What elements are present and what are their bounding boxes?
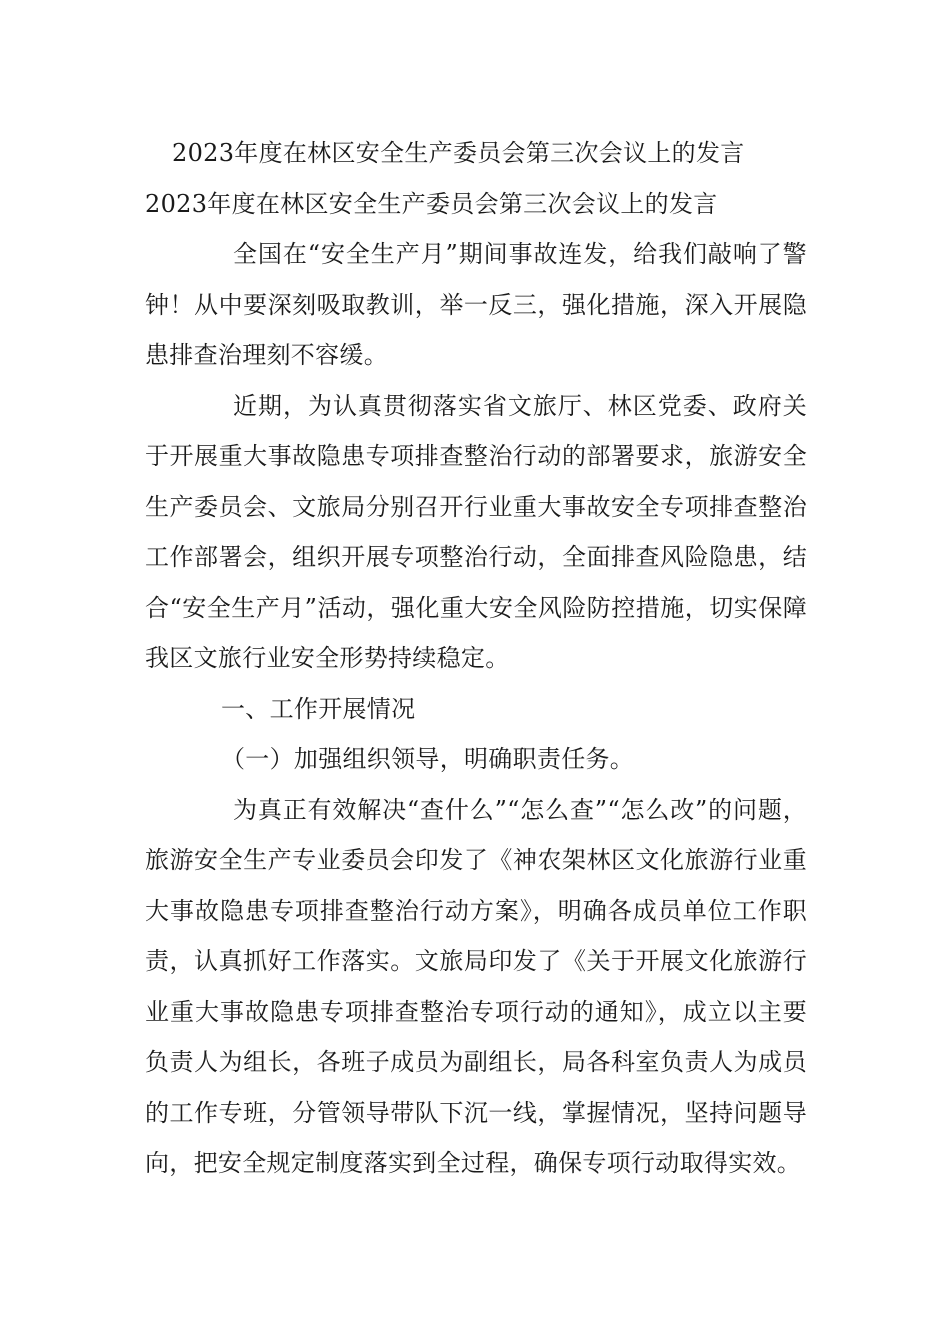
document-title: 2023年度在林区安全生产委员会第三次会议上的发言 xyxy=(172,139,745,167)
document-body xyxy=(145,128,807,1189)
paragraph-recent-actions: 近期，为认真贯彻落实省文旅厅、林区党委、政府关于开展重大事故隐患专项排查整治行动的部署要求，旅游安全生产委员会、文旅局分别召开行业重大事故安全专项排查整治工作部署会，组织开展专项整治行动，全面排查风险隐患，结合“安全生产月”活动，强化重大安全风险防控措施，切实保障我区文旅行业安全形势持续稳定。 xyxy=(145,391,807,672)
subsection-heading: （一）加强组织领导，明确职责任务。 xyxy=(221,745,635,773)
document-title-repeat: 2023年度在林区安全生产委员会第三次会议上的发言 xyxy=(145,189,718,218)
section-heading: 一、工作开展情况 xyxy=(221,694,416,723)
paragraph-intro: 全国在“安全生产月”期间事故连发，给我们敲响了警钟！从中要深刻吸取教训，举一反三，强化措施，深入开展隐患排查治理刻不容缓。 xyxy=(145,240,807,369)
paragraph-organization: 为真正有效解决“查什么”“怎么查”“怎么改”的问题，旅游安全生产专业委员会印发了《神农架林区文化旅游行业重大事故隐患专项排查整治行动方案》，明确各成员单位工作职责，认真抓好工作落实。文旅局印发了《关于开展文化旅游行业重大事故隐患专项排查整治专项行动的通知》，成立以主要负责人为组长，各班子成员为副组长，局各科室负责人为成员的工作专班，分管领导带队下沉一线，掌握情况，坚持问题导向，把安全规定制度落实到全过程，确保专项行动取得实效。 xyxy=(145,795,807,1177)
